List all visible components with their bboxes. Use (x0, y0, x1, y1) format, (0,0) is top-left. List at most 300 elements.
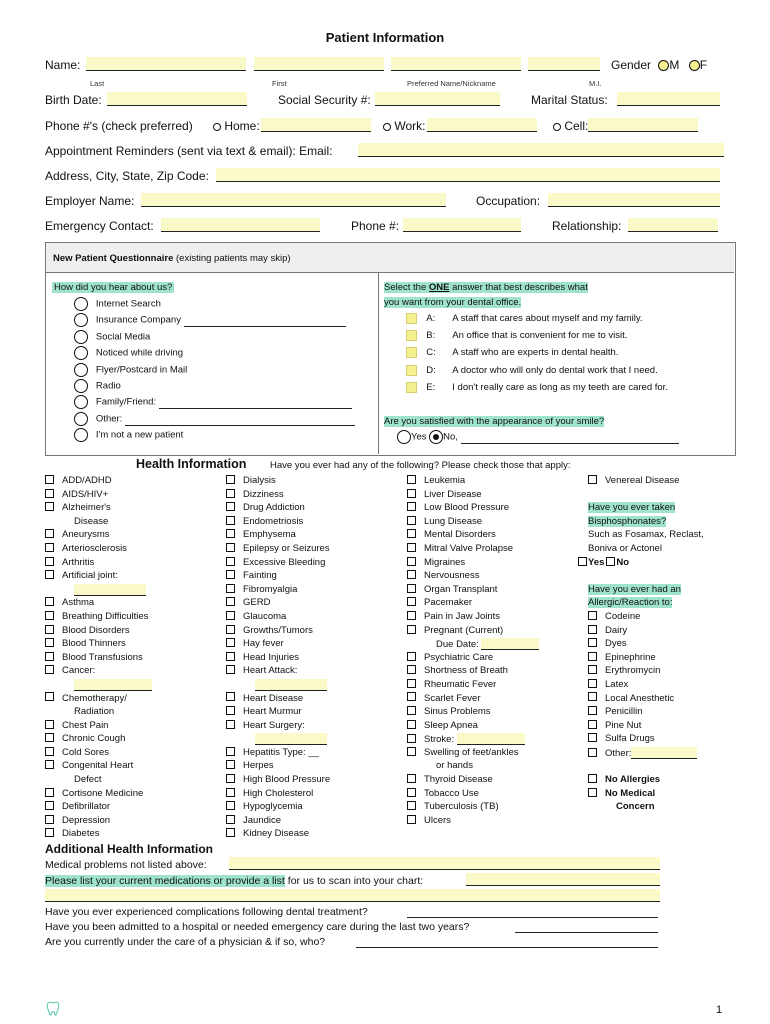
additional-q4-field[interactable] (515, 932, 658, 933)
additional-q4: Have you been admitted to a hospital or needed emergency care during the last two years? (45, 921, 470, 933)
condition-jaw-pain[interactable]: Pain in Jaw Joints (407, 611, 539, 625)
condition-lung-disease[interactable]: Lung Disease (407, 516, 539, 530)
last-sublabel: Last (90, 79, 105, 88)
select-option-e[interactable]: E: I don't really care as long as my teeth are cared for. (406, 382, 668, 399)
checkbox[interactable] (588, 638, 597, 647)
condition-chemotherapy[interactable]: Chemotherapy/ (45, 693, 152, 707)
checkbox[interactable] (407, 502, 416, 511)
condition-sinus[interactable]: Sinus Problems (407, 706, 539, 720)
checkbox[interactable] (407, 597, 416, 606)
checkbox[interactable] (226, 760, 235, 769)
condition-cortisone[interactable]: Cortisone Medicine (45, 788, 152, 802)
relationship-field[interactable] (628, 218, 718, 232)
condition-arteriosclerosis[interactable]: Arteriosclerosis (45, 543, 152, 557)
condition-hay-fever[interactable]: Hay fever (226, 638, 330, 652)
checkbox[interactable] (407, 720, 416, 729)
condition-aids[interactable]: AIDS/HIV+ (45, 489, 152, 503)
stroke-field[interactable] (457, 733, 525, 745)
condition-blood-disorders[interactable]: Blood Disorders (45, 625, 152, 639)
checkbox[interactable] (45, 760, 54, 769)
hear-radio[interactable] (74, 379, 88, 393)
condition-tobacco[interactable]: Tobacco Use (407, 788, 539, 802)
condition-glaucoma[interactable]: Glaucoma (226, 611, 330, 625)
checkbox[interactable] (226, 475, 235, 484)
health-col-1 (45, 475, 152, 842)
work-label: Work: (394, 119, 426, 133)
allergy-local-anesthetic[interactable]: Local Anesthetic (588, 693, 704, 707)
condition-text: Defect (74, 774, 102, 786)
address-label: Address, City, State, Zip Code: (45, 169, 209, 183)
condition-artificial-joint[interactable]: Artificial joint: (45, 570, 152, 584)
last-name-field[interactable] (86, 57, 246, 71)
condition-gerd[interactable]: GERD (226, 597, 330, 611)
select-question-line1: Select the ONE answer that best describes what (384, 282, 588, 293)
select-box[interactable] (406, 330, 417, 341)
condition-heart-disease[interactable]: Heart Disease (226, 693, 330, 707)
allergy-latex[interactable]: Latex (588, 679, 704, 693)
checkbox[interactable] (588, 774, 597, 783)
checkbox[interactable] (407, 557, 416, 566)
cell-label: Cell: (564, 119, 589, 133)
checkbox[interactable] (407, 815, 416, 824)
condition-asthma[interactable]: Asthma (45, 597, 152, 611)
checkbox[interactable] (588, 748, 597, 757)
checkbox[interactable] (226, 815, 235, 824)
questionnaire-title-group (53, 253, 291, 264)
health-title: Health Information (136, 457, 247, 471)
condition-pregnant[interactable]: Pregnant (Current) (407, 625, 539, 639)
condition-high-cholesterol[interactable]: High Cholesterol (226, 788, 330, 802)
additional-q2: Please list your current medications or provide a list (45, 875, 285, 887)
hear-radio[interactable] (74, 428, 88, 442)
birth-date-label: Birth Date: (45, 93, 102, 107)
hear-radio[interactable] (74, 330, 88, 344)
hear-option[interactable] (74, 346, 355, 362)
condition-hypoglycemia[interactable]: Hypoglycemia (226, 801, 330, 815)
bis-yes-checkbox[interactable] (578, 557, 587, 566)
additional-q1-field[interactable] (229, 857, 660, 870)
allergy-question: Have you ever had an (588, 583, 681, 595)
gender-f-radio[interactable] (689, 60, 700, 71)
bisphosphonates-desc: Such as Fosamax, Reclast, (588, 529, 704, 541)
hear-radio[interactable] (74, 363, 88, 377)
hear-option[interactable] (74, 297, 355, 313)
allergy-codeine[interactable]: Codeine (588, 611, 704, 625)
home-phone-field[interactable] (261, 118, 371, 132)
hear-option[interactable] (74, 412, 355, 428)
checkbox[interactable] (588, 665, 597, 674)
tooth-icon (45, 1000, 61, 1018)
checkbox[interactable] (407, 516, 416, 525)
hear-option-label: Other: (95, 413, 123, 425)
checkbox[interactable] (226, 788, 235, 797)
checkbox[interactable] (226, 665, 235, 674)
gender-f-label: F (699, 58, 708, 72)
medications-field-2[interactable] (45, 889, 660, 902)
checkbox[interactable] (45, 720, 54, 729)
checkbox[interactable] (226, 638, 235, 647)
select-box[interactable] (406, 347, 417, 358)
first-sublabel: First (272, 79, 287, 88)
condition-excessive-bleeding[interactable]: Excessive Bleeding (226, 557, 330, 571)
checkbox[interactable] (45, 665, 54, 674)
checkbox[interactable] (45, 611, 54, 620)
work-radio[interactable] (383, 123, 391, 131)
checkbox[interactable] (407, 706, 416, 715)
condition-hepatitis[interactable]: Hepatitis Type: __ (226, 747, 330, 761)
due-date-row: Due Date: (407, 638, 539, 652)
condition-liver-disease[interactable]: Liver Disease (407, 489, 539, 503)
checkbox[interactable] (407, 734, 416, 743)
select-box[interactable] (406, 365, 417, 376)
employer-field[interactable] (141, 193, 446, 207)
checkbox[interactable] (45, 489, 54, 498)
checkbox[interactable] (407, 475, 416, 484)
condition-tuberculosis[interactable]: Tuberculosis (TB) (407, 801, 539, 815)
checkbox[interactable] (226, 625, 235, 634)
condition-thyroid[interactable]: Thyroid Disease (407, 774, 539, 788)
checkbox[interactable] (588, 625, 597, 634)
birth-date-field[interactable] (107, 92, 247, 106)
checkbox[interactable] (226, 597, 235, 606)
checkbox[interactable] (588, 692, 597, 701)
condition-defibrillator[interactable]: Defibrillator (45, 801, 152, 815)
condition-pacemaker[interactable]: Pacemaker (407, 597, 539, 611)
select-option-a[interactable]: A: A staff that cares about myself and my family. (406, 313, 668, 330)
condition-psychiatric[interactable]: Psychiatric Care (407, 652, 539, 666)
work-phone-field[interactable] (427, 118, 537, 132)
additional-title: Additional Health Information (45, 842, 213, 856)
condition-text: or hands (436, 760, 473, 772)
condition-heart-attack[interactable]: Heart Attack: (226, 665, 330, 679)
condition-arthritis[interactable]: Arthritis (45, 557, 152, 571)
ssn-field[interactable] (375, 92, 500, 106)
select-options (406, 313, 668, 399)
select-option-c[interactable]: C: A staff who are experts in dental health. (406, 347, 668, 364)
gender-label: Gender (611, 58, 652, 72)
middle-initial-field[interactable] (528, 57, 600, 71)
checkbox[interactable] (226, 584, 235, 593)
checkbox[interactable] (588, 475, 597, 484)
hear-option[interactable] (74, 395, 355, 411)
condition-organ-transplant[interactable]: Organ Transplant (407, 584, 539, 598)
checkbox[interactable] (226, 774, 235, 783)
additional-q5-field[interactable] (356, 947, 658, 948)
no-medical-concern[interactable]: No Medical (588, 788, 704, 802)
heart-attack-field[interactable] (226, 679, 330, 693)
checkbox[interactable] (407, 679, 416, 688)
condition-chronic-cough[interactable]: Chronic Cough (45, 733, 152, 747)
hear-radio[interactable] (74, 346, 88, 360)
additional-q3-field[interactable] (407, 917, 658, 918)
hear-options (74, 297, 355, 445)
occupation-label: Occupation: (476, 194, 541, 208)
checkbox[interactable] (45, 557, 54, 566)
condition-cancer[interactable]: Cancer: (45, 665, 152, 679)
additional-q3: Have you ever experienced complications following dental treatment? (45, 906, 368, 918)
checkbox[interactable] (226, 611, 235, 620)
allergy-dyes[interactable]: Dyes (588, 638, 704, 652)
health-col-4: Venereal Disease Have you ever taken Bisphosphonates? Such as Fosamax, Reclast, Boniva or Actonel Yes No Have you ever had an Allergic/Reaction to: Codeine Dairy Dyes Epinephrine Erythromycin Latex Local Anesthetic Penicillin Pine Nut Sulfa Drugs Other: No Allergies No Medical Concern (588, 475, 704, 815)
checkbox[interactable] (226, 747, 235, 756)
select-box[interactable] (406, 382, 417, 393)
smile-answer-group (397, 430, 679, 444)
condition-rheumatic-fever[interactable]: Rheumatic Fever (407, 679, 539, 693)
checkbox[interactable] (407, 652, 416, 661)
condition-text: Disease (74, 515, 109, 527)
checkbox[interactable] (45, 692, 54, 701)
condition-text: Radiation (74, 706, 115, 718)
checkbox[interactable] (588, 679, 597, 688)
checkbox[interactable] (45, 788, 54, 797)
condition-dizziness[interactable]: Dizziness (226, 489, 330, 503)
condition-emphysema[interactable]: Emphysema (226, 529, 330, 543)
condition-shortness-breath[interactable]: Shortness of Breath (407, 665, 539, 679)
condition-drug-addiction[interactable]: Drug Addiction (226, 502, 330, 516)
condition-nervousness[interactable]: Nervousness (407, 570, 539, 584)
hear-radio[interactable] (74, 395, 88, 409)
condition-fainting[interactable]: Fainting (226, 570, 330, 584)
checkbox[interactable] (588, 788, 597, 797)
smile-no-radio[interactable] (429, 430, 443, 444)
preferred-sublabel: Preferred Name/Nickname (407, 79, 496, 88)
condition-epilepsy[interactable]: Epilepsy or Seizures (226, 543, 330, 557)
emergency-phone-field[interactable] (403, 218, 521, 232)
checkbox[interactable] (45, 638, 54, 647)
emergency-phone-label: Phone #: (351, 219, 400, 233)
select-box[interactable] (406, 313, 417, 324)
mi-sublabel: M.I. (589, 79, 602, 88)
hear-option-label: Social Media (95, 331, 151, 343)
checkbox[interactable] (407, 584, 416, 593)
cell-phone-field[interactable] (588, 118, 698, 132)
gender-m-radio[interactable] (658, 60, 669, 71)
checkbox[interactable] (226, 706, 235, 715)
checkbox[interactable] (226, 801, 235, 810)
marital-label: Marital Status: (531, 93, 608, 107)
checkbox[interactable] (45, 652, 54, 661)
cell-radio[interactable] (553, 123, 561, 131)
checkbox[interactable] (407, 788, 416, 797)
condition-dialysis[interactable]: Dialysis (226, 475, 330, 489)
hear-option[interactable] (74, 428, 355, 444)
condition-herpes[interactable]: Herpes (226, 760, 330, 774)
checkbox[interactable] (226, 692, 235, 701)
cell-group (553, 119, 588, 133)
checkbox[interactable] (226, 828, 235, 837)
allergy-epinephrine[interactable]: Epinephrine (588, 652, 704, 666)
due-date-field[interactable] (481, 638, 539, 650)
checkbox[interactable] (45, 502, 54, 511)
appointment-label: Appointment Reminders (sent via text & email): Email: (45, 144, 333, 158)
emergency-label: Emergency Contact: (45, 219, 154, 233)
condition-mitral-valve[interactable]: Mitral Valve Prolapse (407, 543, 539, 557)
condition-leukemia[interactable]: Leukemia (407, 475, 539, 489)
artificial-joint-field[interactable] (45, 584, 152, 598)
checkbox[interactable] (407, 774, 416, 783)
condition-migraines[interactable]: Migraines (407, 557, 539, 571)
condition-blood-thinners[interactable]: Blood Thinners (45, 638, 152, 652)
hear-option[interactable] (74, 330, 355, 346)
checkbox[interactable] (45, 801, 54, 810)
checkbox[interactable] (45, 529, 54, 538)
allergy-other-field[interactable] (631, 747, 697, 759)
checkbox[interactable] (45, 543, 54, 552)
allergy-pine-nut[interactable]: Pine Nut (588, 720, 704, 734)
additional-q1: Medical problems not listed above: (45, 859, 207, 871)
hear-option[interactable] (74, 379, 355, 395)
condition-diabetes[interactable]: Diabetes (45, 828, 152, 842)
checkbox[interactable] (226, 516, 235, 525)
condition-kidney-disease[interactable]: Kidney Disease (226, 828, 330, 842)
condition-add-adhd[interactable]: ADD/ADHD (45, 475, 152, 489)
condition-cold-sores[interactable]: Cold Sores (45, 747, 152, 761)
checkbox[interactable] (588, 652, 597, 661)
condition-heart-surgery[interactable]: Heart Surgery: (226, 720, 330, 734)
allergy-dairy[interactable]: Dairy (588, 625, 704, 639)
checkbox[interactable] (45, 597, 54, 606)
smile-question: Are you satisfied with the appearance of your smile? (384, 416, 605, 427)
name-label: Name: (45, 58, 81, 72)
smile-no-reason-field[interactable] (461, 433, 679, 444)
health-col-3 (407, 475, 539, 828)
marital-field[interactable] (617, 92, 720, 106)
checkbox[interactable] (407, 489, 416, 498)
checkbox[interactable] (226, 557, 235, 566)
insurance-company-field[interactable] (184, 316, 346, 327)
condition-chest-pain[interactable]: Chest Pain (45, 720, 152, 734)
family-friend-field[interactable] (159, 398, 352, 409)
checkbox[interactable] (407, 529, 416, 538)
preferred-name-field[interactable] (391, 57, 521, 71)
home-label: Home: (224, 119, 260, 133)
select-option-b[interactable]: B: An office that is convenient for me to visit. (406, 330, 668, 347)
condition-jaundice[interactable]: Jaundice (226, 815, 330, 829)
checkbox[interactable] (226, 652, 235, 661)
no-allergies[interactable]: No Allergies (588, 774, 704, 788)
hear-option[interactable] (74, 363, 355, 379)
condition-growths[interactable]: Growths/Tumors (226, 625, 330, 639)
checkbox[interactable] (407, 611, 416, 620)
allergy-other[interactable]: Other: (588, 747, 704, 761)
bis-no-checkbox[interactable] (606, 557, 615, 566)
checkbox[interactable] (226, 502, 235, 511)
checkbox[interactable] (45, 828, 54, 837)
home-radio[interactable] (213, 123, 221, 131)
checkbox[interactable] (407, 543, 416, 552)
checkbox[interactable] (588, 733, 597, 742)
checkbox[interactable] (45, 747, 54, 756)
select-one-emphasis: ONE (428, 282, 450, 293)
condition-fibromyalgia[interactable]: Fibromyalgia (226, 584, 330, 598)
checkbox[interactable] (588, 706, 597, 715)
home-group (213, 119, 260, 133)
checkbox[interactable] (45, 815, 54, 824)
select-option-d[interactable]: D: A doctor who will only do dental work that I need. (406, 365, 668, 382)
condition-low-bp[interactable]: Low Blood Pressure (407, 502, 539, 516)
checkbox[interactable] (45, 475, 54, 484)
condition-congenital-heart[interactable]: Congenital Heart (45, 760, 152, 774)
hear-option-label: Insurance Company (95, 314, 181, 326)
work-group (383, 119, 425, 133)
checkbox[interactable] (407, 625, 416, 634)
gender-group (611, 58, 707, 72)
hear-question: How did you hear about us? (54, 282, 173, 293)
emergency-field[interactable] (161, 218, 320, 232)
condition-depression[interactable]: Depression (45, 815, 152, 829)
condition-sleep-apnea[interactable]: Sleep Apnea (407, 720, 539, 734)
occupation-field[interactable] (548, 193, 720, 207)
page-title: Patient Information (325, 30, 445, 45)
allergy-erythromycin[interactable]: Erythromycin (588, 665, 704, 679)
allergy-sulfa[interactable]: Sulfa Drugs (588, 733, 704, 747)
bisphosphonates-question: Have you ever taken (588, 502, 676, 514)
condition-high-bp[interactable]: High Blood Pressure (226, 774, 330, 788)
other-source-field[interactable] (125, 415, 355, 426)
hear-radio[interactable] (74, 297, 88, 311)
hear-radio[interactable] (74, 313, 88, 327)
allergy-penicillin[interactable]: Penicillin (588, 706, 704, 720)
checkbox[interactable] (226, 529, 235, 538)
condition-swelling[interactable]: Swelling of feet/ankles (407, 747, 539, 761)
condition-head-injuries[interactable]: Head Injuries (226, 652, 330, 666)
additional-q2-group (45, 875, 423, 887)
heart-surgery-field[interactable] (226, 733, 330, 747)
first-name-field[interactable] (254, 57, 384, 71)
condition-ulcers[interactable]: Ulcers (407, 815, 539, 829)
checkbox[interactable] (407, 801, 416, 810)
condition-venereal[interactable]: Venereal Disease (588, 475, 704, 489)
hear-option-label: Family/Friend: (95, 396, 157, 408)
email-field[interactable] (358, 143, 724, 157)
medications-field[interactable] (466, 873, 660, 886)
hear-option[interactable] (74, 313, 355, 329)
gender-m-label: M (669, 58, 680, 72)
checkbox[interactable] (226, 570, 235, 579)
condition-alzheimers[interactable]: Alzheimer's (45, 502, 152, 516)
checkbox[interactable] (45, 570, 54, 579)
checkbox[interactable] (226, 720, 235, 729)
page-number: 1 (716, 1004, 723, 1016)
address-field[interactable] (216, 168, 720, 182)
checkbox[interactable] (226, 489, 235, 498)
checkbox[interactable] (45, 625, 54, 634)
condition-scarlet-fever[interactable]: Scarlet Fever (407, 693, 539, 707)
smile-yes-radio[interactable] (397, 430, 411, 444)
condition-aneurysms[interactable]: Aneurysms (45, 529, 152, 543)
condition-stroke[interactable]: Stroke: (407, 733, 539, 747)
checkbox[interactable] (407, 665, 416, 674)
hear-radio[interactable] (74, 412, 88, 426)
condition-breathing[interactable]: Breathing Difficulties (45, 611, 152, 625)
condition-mental-disorders[interactable]: Mental Disorders (407, 529, 539, 543)
checkbox[interactable] (588, 611, 597, 620)
questionnaire-title: New Patient Questionnaire (53, 253, 174, 264)
cancer-field[interactable] (45, 679, 152, 693)
checkbox[interactable] (407, 570, 416, 579)
checkbox[interactable] (588, 720, 597, 729)
condition-endometriosis[interactable]: Endometriosis (226, 516, 330, 530)
condition-blood-transfusions[interactable]: Blood Transfusions (45, 652, 152, 666)
smile-yes-label: Yes (411, 431, 427, 443)
checkbox[interactable] (45, 733, 54, 742)
checkbox[interactable] (407, 692, 416, 701)
phone-label: Phone #'s (check preferred) (45, 119, 193, 133)
checkbox[interactable] (407, 747, 416, 756)
checkbox[interactable] (226, 543, 235, 552)
condition-heart-murmur[interactable]: Heart Murmur (226, 706, 330, 720)
health-question: Have you ever had any of the following? Please check those that apply: (270, 460, 571, 471)
